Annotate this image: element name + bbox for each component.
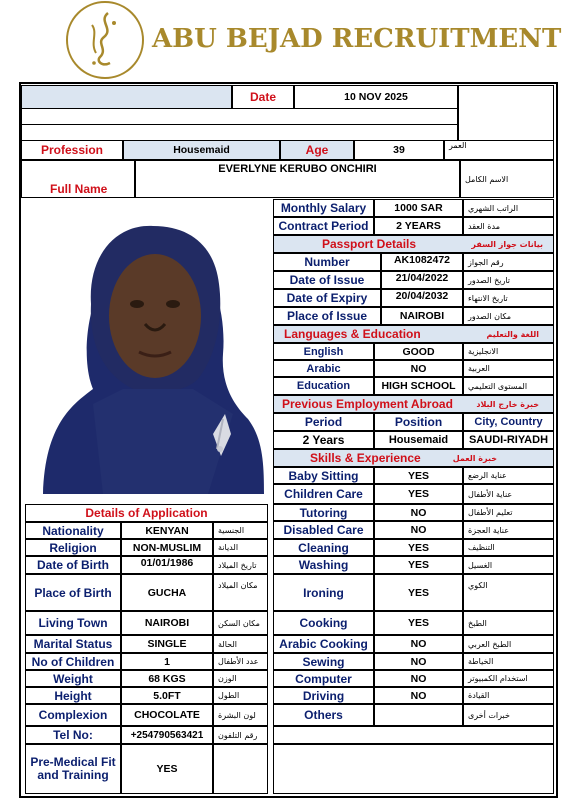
passport-number-label: Number [273,253,381,271]
app-label-marital: Marital Status [25,635,121,653]
issue-date-label: Date of Issue [273,271,381,289]
employment-header-position: Position [374,413,463,431]
skill-label-ar: عناية العجزة [463,521,554,539]
education-value: HIGH SCHOOL [374,377,463,395]
arabic-value: NO [374,360,463,377]
skill-label-ar: تعليم الأطفال [463,504,554,521]
skill-label-ar: خبرات أخرى [463,704,554,726]
employment-city-value: SAUDI-RIYADH [463,431,554,449]
app-label-ar-living-town: مكان السكن [213,611,268,635]
skills-title-ar: خبرة العمل [452,453,497,463]
skill-label-ar: عناية الأطفال [463,484,554,504]
skill-value: NO [374,521,463,539]
skill-label: Cleaning [273,539,374,556]
english-value: GOOD [374,343,463,360]
app-label-ar-height: الطول [213,687,268,704]
app-label-living-town: Living Town [25,611,121,635]
skill-value: YES [374,574,463,611]
skills-blank-cell [273,744,554,794]
app-label-ar-marital: الحالة [213,635,268,653]
skill-label: Others [273,704,374,726]
salary-label: Monthly Salary [273,199,374,217]
issue-date-label-ar: تاريخ الصدور [463,271,554,289]
app-label-ar-children: عدد الأطفال [213,653,268,670]
skill-value: NO [374,653,463,670]
profession-label: Profession [21,140,123,160]
skill-label-ar: استخدام الكمبيوتر [463,670,554,687]
blank-row-1 [21,109,458,125]
languages-title: Languages & Education [284,327,421,341]
employment-period-value: 2 Years [273,431,374,449]
skill-label: Disabled Care [273,521,374,539]
app-label-religion: Religion [25,539,121,556]
full-name-label-ar: الاسم الكامل [460,160,554,198]
app-value-pre-medical: YES [121,744,213,794]
skill-label: Ironing [273,574,374,611]
skill-label-ar: الطبخ [463,611,554,635]
app-label-ar-pre-medical [213,744,268,794]
employment-position-value: Housemaid [374,431,463,449]
languages-title-ar: اللغة والتعليم [486,329,539,339]
skill-label-ar: الطبخ العربي [463,635,554,653]
date-label: Date [232,85,294,109]
company-name: ABU BEJAD RECRUITMENT [152,24,562,54]
passport-number-label-ar: رقم الجواز [463,253,554,271]
full-name-label: Full Name [21,160,135,198]
app-value-nationality: KENYAN [121,522,213,539]
skill-label-ar: الغسيل [463,556,554,574]
app-label-ar-dob: تاريخ الميلاد [213,556,268,574]
application-section-header [25,504,268,522]
passport-title: Passport Details [322,237,417,251]
date-right-blank [458,85,554,141]
app-label-children: No of Children [25,653,121,670]
employment-title-ar: خبرة خارج البلاد [476,399,539,409]
skill-label: Tutoring [273,504,374,521]
skills-title: Skills & Experience [310,451,421,465]
skills-blank-cell [273,726,554,744]
place-of-issue-label: Place of Issue [273,307,381,325]
education-label: Education [273,377,374,395]
passport-section-header [273,235,554,253]
date-blank-cell [21,85,232,109]
age-value: 39 [354,140,444,160]
issue-date-value: 21/04/2022 [381,271,463,289]
employment-title: Previous Employment Abroad [282,397,453,411]
education-label-ar: المستوى التعليمي [463,377,554,395]
place-of-issue-value: NAIROBI [381,307,463,325]
skill-value: NO [374,635,463,653]
app-label-ar-weight: الوزن [213,670,268,687]
app-value-living-town: NAIROBI [121,611,213,635]
app-label-weight: Weight [25,670,121,687]
salary-label-ar: الراتب الشهري [463,199,554,217]
profession-value: Housemaid [123,140,280,160]
contract-period-value: 2 YEARS [374,217,463,235]
contract-period-label-ar: مدة العقد [463,217,554,235]
application-title: Details of Application [85,506,208,520]
salary-value: 1000 SAR [374,199,463,217]
place-of-issue-label-ar: مكان الصدور [463,307,554,325]
app-value-religion: NON-MUSLIM [121,539,213,556]
skill-label: Washing [273,556,374,574]
skill-value: YES [374,539,463,556]
app-label-ar-tel: رقم التلفون [213,726,268,744]
languages-section-header [273,325,554,343]
logo-calligraphy-icon [68,3,142,77]
arabic-label-ar: العربية [463,360,554,377]
expiry-date-value: 20/04/2032 [381,289,463,307]
skill-label: Driving [273,687,374,704]
age-label: Age [280,140,354,160]
employment-section-header [273,395,554,413]
skill-value: YES [374,556,463,574]
app-label-height: Height [25,687,121,704]
skill-label: Children Care [273,484,374,504]
app-value-tel: +254790563421 [121,726,213,744]
app-value-dob: 01/01/1986 [121,556,213,574]
skill-value: YES [374,484,463,504]
app-label-ar-pob: مكان الميلاد [213,574,268,611]
skill-label: Computer [273,670,374,687]
date-value: 10 NOV 2025 [294,85,458,109]
app-value-marital: SINGLE [121,635,213,653]
skill-label: Arabic Cooking [273,635,374,653]
blank-row-2 [21,125,458,141]
app-label-pre-medical: Pre-Medical Fit and Training [25,744,121,794]
app-value-height: 5.0FT [121,687,213,704]
app-label-tel: Tel No: [25,726,121,744]
skill-label-ar: الكوي [463,574,554,611]
age-label-ar: العمر [444,140,554,160]
skill-label-ar: التنظيف [463,539,554,556]
skill-value: NO [374,670,463,687]
full-name-value: EVERLYNE KERUBO ONCHIRI [135,160,460,198]
english-label: English [273,343,374,360]
skill-value [374,704,463,726]
skills-section-header [273,449,554,467]
app-label-ar-nationality: الجنسية [213,522,268,539]
passport-title-ar: بيانات جواز السفر [471,239,543,249]
skill-label-ar: عناية الرضع [463,467,554,484]
app-label-dob: Date of Birth [25,556,121,574]
app-value-children: 1 [121,653,213,670]
candidate-photo [33,204,264,494]
app-label-pob: Place of Birth [25,574,121,611]
contract-period-label: Contract Period [273,217,374,235]
arabic-label: Arabic [273,360,374,377]
skill-value: YES [374,611,463,635]
app-value-pob: GUCHA [121,574,213,611]
employment-header-city: City, Country [463,413,554,431]
company-logo [66,1,144,79]
skill-label: Sewing [273,653,374,670]
expiry-date-label: Date of Expiry [273,289,381,307]
skill-label-ar: الخياطة [463,653,554,670]
app-label-ar-religion: الديانة [213,539,268,556]
skill-label: Cooking [273,611,374,635]
passport-number-value: AK1082472 [381,253,463,271]
expiry-date-label-ar: تاريخ الانتهاء [463,289,554,307]
skill-value: NO [374,687,463,704]
skill-label-ar: القيادة [463,687,554,704]
employment-header-period: Period [273,413,374,431]
skill-value: NO [374,504,463,521]
app-value-complexion: CHOCOLATE [121,704,213,726]
skill-value: YES [374,467,463,484]
app-label-ar-complexion: لون البشرة [213,704,268,726]
skill-label: Baby Sitting [273,467,374,484]
app-value-weight: 68 KGS [121,670,213,687]
app-label-complexion: Complexion [25,704,121,726]
app-label-nationality: Nationality [25,522,121,539]
english-label-ar: الانجليزية [463,343,554,360]
